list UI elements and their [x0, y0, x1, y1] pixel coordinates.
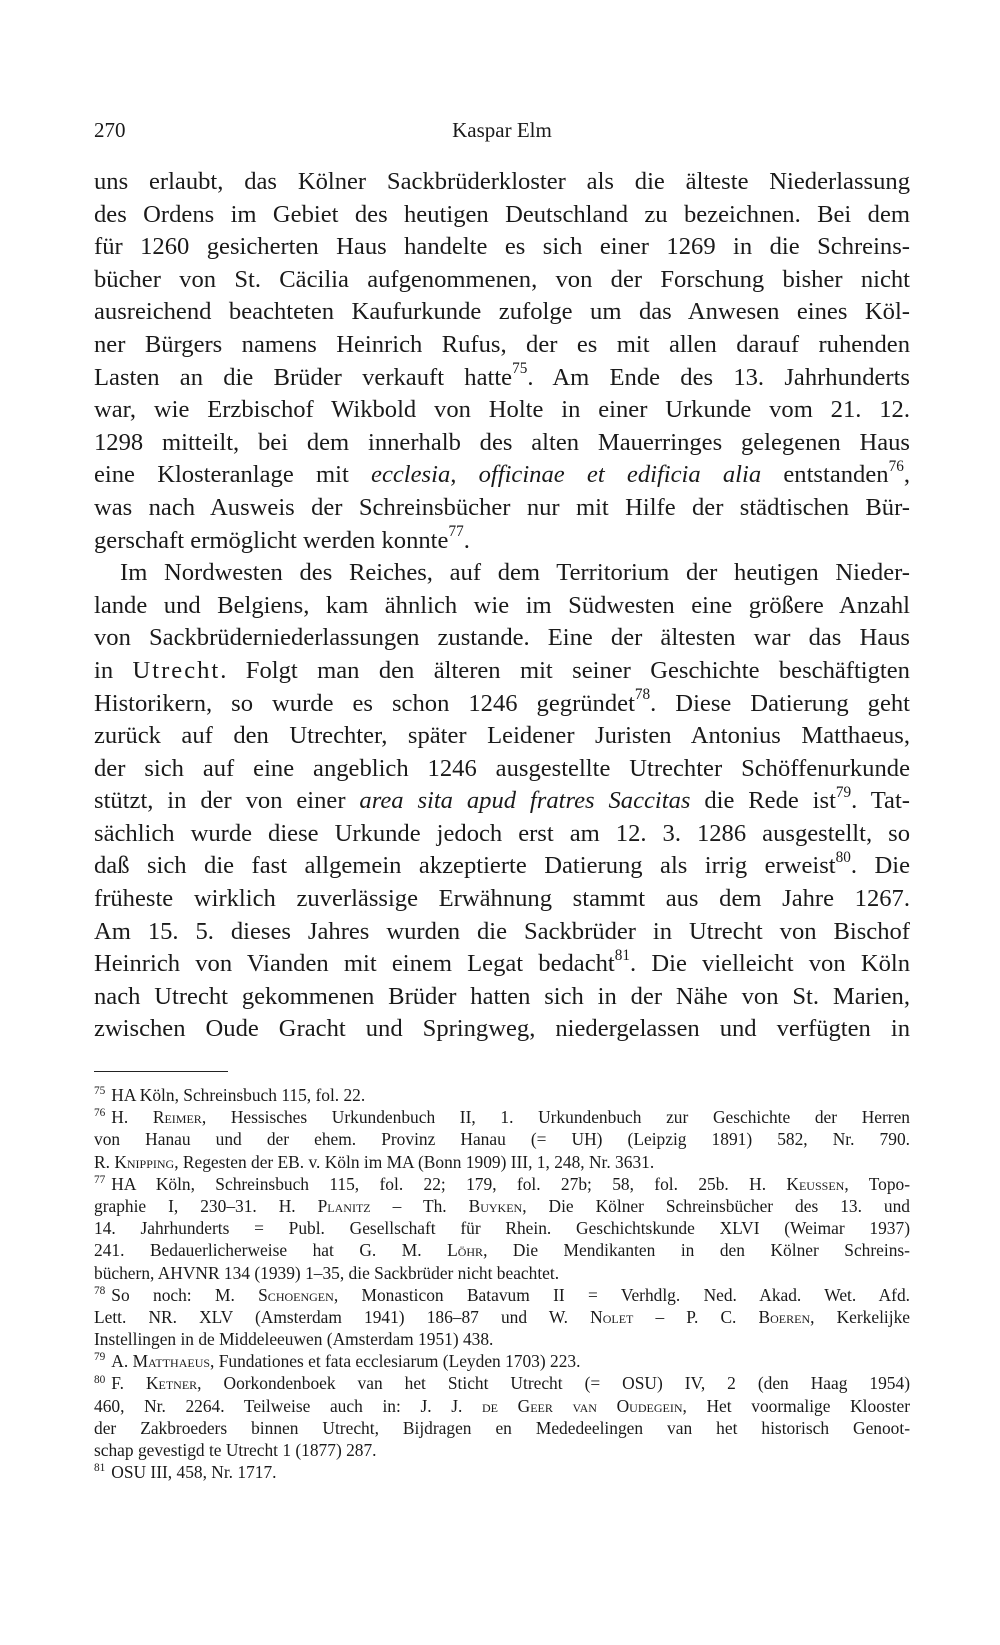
text-line: der sich auf eine angeblich 1246 ausgestellte Utrechter Schöffenurkunde — [94, 754, 910, 782]
footnote-79: $^{79}$ A. Matthaeus, Fundationes et fata ecclesiarum (Leyden 1703) 223. — [94, 1351, 581, 1372]
text-line: Im Nordwesten des Reiches, auf dem Territorium der heutigen Nieder- — [120, 559, 910, 587]
footnote-ref: 80 — [835, 849, 851, 866]
text-line: eine Klosteranlage mit ecclesia, officinae et edificia alia entstanden$^{76}$, — [94, 457, 910, 489]
text-line: ner Bürgers namens Heinrich Rufus, der es mit allen darauf ruhenden — [94, 330, 910, 358]
footnotes — [94, 1084, 910, 1483]
footnote-line: R. Knipping, Regesten der EB. v. Köln im MA (Bonn 1909) III, 1, 248, Nr. 3631. — [94, 1151, 655, 1172]
footnote-ref: 78 — [634, 686, 651, 704]
footnote-line: büchern, AHVNR 134 (1939) 1–35, die Sackbrüder nicht beachtet. — [94, 1262, 560, 1283]
footnote-line: der Zakbroeders binnen Utrecht, Bijdragen en Mededeelingen van het historisch Genoot- — [94, 1417, 910, 1438]
footnote-line: Lett. NR. XLV (Amsterdam 1941) 186–87 und W. Nolet – P. C. Boeren, Kerkelijke — [94, 1306, 910, 1327]
text-line: nach Utrecht gekommenen Brüder hatten sich in der Nähe von St. Marien, — [94, 982, 910, 1010]
latin-phrase: area sita apud fratres Saccitas — [359, 787, 691, 815]
footnote-ref: 81 — [614, 946, 631, 964]
text-line: ausreichend beachteten Kaufurkunde zufolge um das Anwesen eines Köl- — [94, 298, 910, 326]
text-line: 1298 mitteilt, bei dem innerhalb des alten Mauerringes gelegenen Haus — [94, 428, 910, 456]
footnote-77: $^{77}$ HA Köln, Schreinsbuch 115, fol. 22; 179, fol. 27b; 58, fol. 25b. H. Keussen, Topo- — [94, 1173, 911, 1194]
footnote-line: 460, Nr. 2264. Teilweise auch in: J. J. de Geer van Oudegein, Het voormalige Klooster — [94, 1395, 910, 1416]
text-line: lande und Belgiens, kam ähnlich wie im Südwesten eine größere Anzahl — [94, 591, 910, 619]
running-title: Kaspar Elm — [452, 118, 552, 142]
text-line: bücher von St. Cäcilia aufgenommenen, von der Forschung bisher nicht — [94, 265, 910, 293]
text-line: von Sackbrüderniederlassungen zustande. Eine der ältesten war das Haus — [94, 624, 910, 652]
footnote-line: 241. Bedauerlicherweise hat G. M. Löhr, Die Mendikanten in den Kölner Schreins- — [94, 1240, 910, 1261]
text-line: zurück auf den Utrechter, später Leidener Juristen Antonius Matthaeus, — [94, 722, 910, 750]
footnote-76: $^{76}$ H. Reimer, Hessisches Urkundenbuch II, 1. Urkundenbuch zur Geschichte der Herren — [94, 1107, 910, 1128]
text-line: gerschaft ermöglicht werden konnte$^{77}$. — [94, 523, 470, 554]
footnote-ref: 79 — [835, 783, 852, 801]
footnote-line: von Hanau und der ehem. Provinz Hanau (= UH) (Leipzig 1891) 582, Nr. 790. — [94, 1129, 910, 1150]
latin-phrase: ecclesia, officinae et edificia alia — [371, 461, 762, 489]
text-line: daß sich die fast allgemein akzeptierte Datierung als irrig erweist$^{80}$. Die — [94, 849, 911, 880]
footnote-81: $^{81}$ OSU III, 458, Nr. 1717. — [94, 1462, 277, 1483]
footnote-ref: 75 — [512, 360, 528, 378]
footnote-80: $^{80}$ F. Ketner, Oorkondenboek van het Sticht Utrecht (= OSU) IV, 2 (den Haag 1954) — [94, 1373, 910, 1394]
text-line: früheste wirklich zuverlässige Erwähnung stammt aus dem Jahre 1267. — [94, 885, 910, 913]
text-line: stützt, in der von einer area sita apud fratres Saccitas die Rede ist$^{79}$. Tat- — [94, 783, 910, 815]
footnote-78: $^{78}$ So noch: M. Schoengen, Monasticon Batavum II = Verhdlg. Ned. Akad. Wet. Afd. — [94, 1284, 910, 1305]
text-line: für 1260 gesicherten Haus handelte es sich einer 1269 in die Schreins- — [94, 233, 910, 261]
footnote-ref: 77 — [448, 523, 464, 541]
page-header — [94, 118, 910, 148]
text-line: des Ordens im Gebiet des heutigen Deutschland zu bezeichnen. Bei dem — [94, 200, 910, 228]
text-line: war, wie Erzbischof Wikbold von Holte in einer Urkunde vom 21. 12. — [94, 396, 910, 424]
main-text — [94, 166, 910, 1046]
place-name: Utrecht — [132, 656, 221, 684]
footnote-line: 14. Jahrhunderts = Publ. Gesellschaft für Rhein. Geschichtskunde XLVI (Weimar 1937) — [94, 1218, 910, 1239]
footnote-line: graphie I, 230–31. H. Planitz – Th. Buyken, Die Kölner Schreinsbücher des 13. und — [94, 1195, 911, 1216]
text-line: sächlich wurde diese Urkunde jedoch erst am 12. 3. 1286 ausgestellt, so — [94, 819, 910, 847]
footnote-ref: 76 — [888, 457, 904, 475]
footnote-line: Instellingen in de Middeleeuwen (Amsterdam 1951) 438. — [94, 1329, 494, 1350]
text-line: uns erlaubt, das Kölner Sackbrüderkloster als die älteste Niederlassung — [94, 168, 910, 195]
text-line: Lasten an die Brüder verkauft hatte$^{75}$. Am Ende des 13. Jahrhunderts — [94, 360, 910, 391]
text-line: Historikern, so wurde es schon 1246 gegründet$^{78}$. Diese Datierung geht — [94, 686, 910, 717]
page-number: 270 — [94, 118, 126, 142]
footnote-divider — [94, 1071, 228, 1072]
text-line: in Utrecht. Folgt man den älteren mit seiner Geschichte beschäftigten — [94, 656, 910, 684]
text-line: was nach Ausweis der Schreinsbücher nur mit Hilfe der städtischen Bür- — [94, 493, 910, 521]
footnote-75: $^{75}$ HA Köln, Schreinsbuch 115, fol. 22. — [94, 1085, 366, 1105]
text-line: Heinrich von Vianden mit einem Legat bedacht$^{81}$. Die vielleicht von Köln — [94, 946, 911, 978]
text-line: Am 15. 5. dieses Jahres wurden die Sackbrüder in Utrecht von Bischof — [94, 917, 910, 945]
text-line: zwischen Oude Gracht und Springweg, niedergelassen und verfügten in — [94, 1015, 910, 1043]
footnote-line: schap gevestigd te Utrecht 1 (1877) 287. — [94, 1440, 377, 1460]
